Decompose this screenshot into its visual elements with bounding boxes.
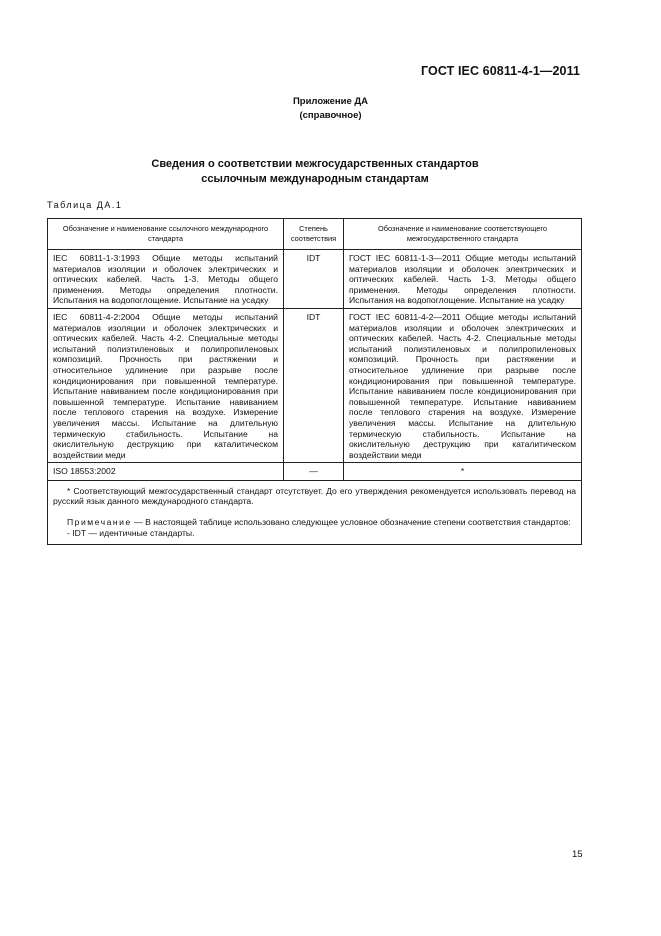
- header-degree: Степень соответствия: [284, 219, 344, 250]
- cell-interstate: ГОСТ IEC 60811-1-3—2011 Общие методы испытаний материалов изоляции и оболочек электрических и оптических кабелей. Часть 1-3. Методы общего применения. Методы определения плотности. Испытания на водопоглощение. Испытание на усадку: [344, 250, 582, 309]
- table-row: [48, 308, 582, 462]
- document-code: ГОСТ IEC 60811-4-1—2011: [421, 64, 580, 78]
- cell-degree: —: [284, 463, 344, 481]
- note-text: — В настоящей таблице использовано следующее условное обозначение степени соответствия стандартов:: [134, 517, 571, 528]
- correspondence-table: [47, 218, 582, 545]
- table-header-row: [48, 219, 582, 250]
- appendix-subtitle: (справочное): [299, 110, 362, 121]
- cell-international: ISO 18553:2002: [48, 463, 284, 481]
- table-row: [48, 463, 582, 481]
- table-footnote-row: [48, 480, 582, 544]
- cell-interstate: *: [344, 463, 582, 481]
- page-title: [0, 157, 630, 187]
- cell-degree: IDT: [284, 308, 344, 462]
- appendix-heading: [0, 95, 661, 123]
- cell-degree: IDT: [284, 250, 344, 309]
- note-paragraph: [53, 517, 576, 528]
- cell-international: IEC 60811-4-2:2004 Общие методы испытаний материалов изоляции и оболочек электрических и оптических кабелей. Часть 4-2. Специальные методы испытаний полиэтиленовых и полипропиленовых композиций. Прочность при растяжении и относительное удлинение при разрыве после кондиционирования при повышенной температуре. Испытание навиванием после кондиционирования при повышенной температуре. Испытание навиванием после теплового старения на воздухе. Измерение увеличения массы. Испытание на длительную термическую стабильность. Испытание на окислительную деструкцию при каталитическом воздействии меди: [48, 308, 284, 462]
- cell-international: IEC 60811-1-3:1993 Общие методы испытаний материалов изоляции и оболочек электрических и оптических кабелей. Часть 1-3. Методы общего применения. Методы определения плотности. Испытания на водопоглощение. Испытание на усадку: [48, 250, 284, 309]
- table-footnote-cell: [48, 480, 582, 544]
- cell-interstate: ГОСТ IEC 60811-4-2—2011 Общие методы испытаний материалов изоляции и оболочек электрических и оптических кабелей. Часть 4-2. Специальные методы испытаний полиэтиленовых и полипропиленовых композиций. Прочность при растяжении и относительное удлинение при разрыве после кондиционирования при повышенной температуре. Испытание навиванием после кондиционирования при повышенной температуре. Испытание навиванием после теплового старения на воздухе. Измерение увеличения массы. Испытание на длительную термическую стабильность. Испытание на окислительную деструкцию при каталитическом воздействии меди: [344, 308, 582, 462]
- table-label: Таблица ДА.1: [47, 200, 123, 210]
- note-label: Примечание: [67, 517, 132, 528]
- appendix-title: Приложение ДА: [292, 96, 369, 107]
- header-international-standard: Обозначение и наименование ссылочного международного стандарта: [48, 219, 284, 250]
- footnote-text: * Соответствующий межгосударственный стандарт отсутствует. До его утверждения рекомендуется использовать перевод на русский язык данного международного стандарта.: [53, 485, 576, 507]
- note-item: - IDT — идентичные стандарты.: [67, 527, 195, 538]
- table-row: [48, 250, 582, 309]
- page-title-line-1: Сведения о соответствии межгосударственных стандартов: [151, 158, 479, 170]
- page-title-line-2: ссылочным международным стандартам: [201, 173, 429, 185]
- page-number: 15: [572, 849, 583, 860]
- header-interstate-standard: Обозначение и наименование соответствующего межгосударственного стандарта: [344, 219, 582, 250]
